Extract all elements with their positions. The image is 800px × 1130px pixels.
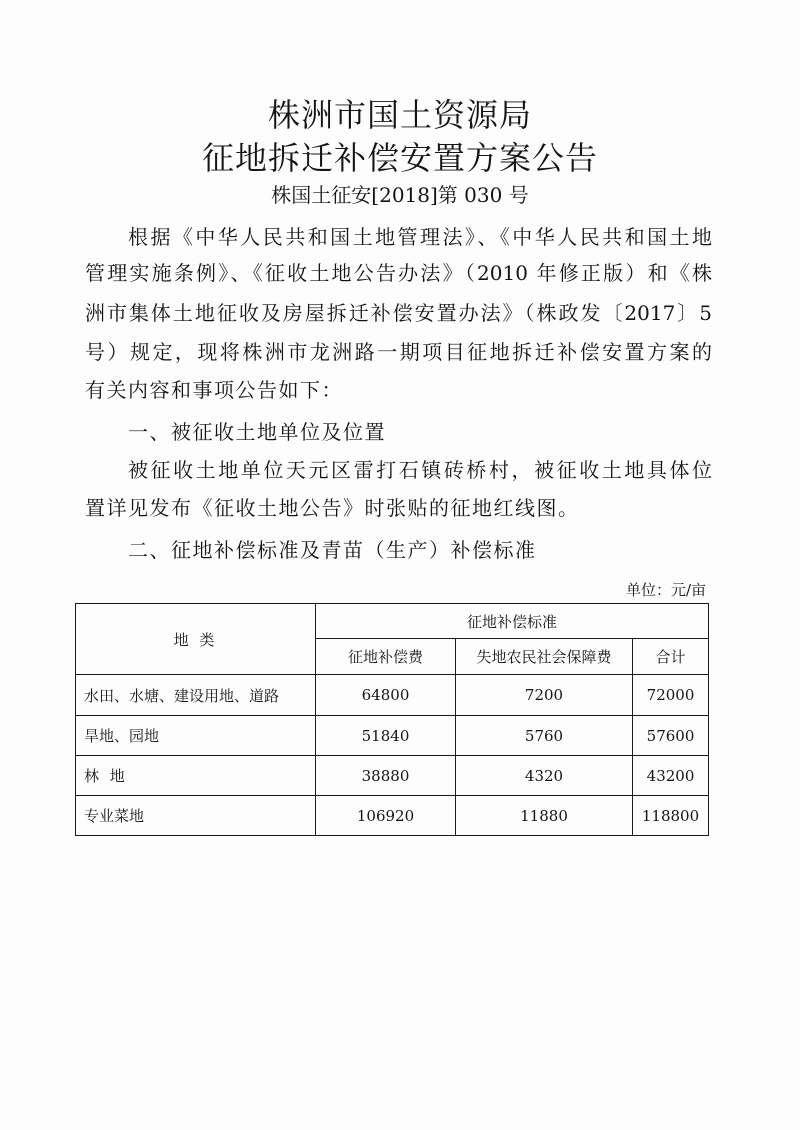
table-row [76,796,709,836]
total-cell: 72000 [633,675,709,716]
section-1-line-1: 被征收土地单位天元区雷打石镇砖桥村，被征收土地具体位 [128,458,712,482]
compensation-cell: 106920 [316,796,456,836]
compensation-standard-header: 征地补偿标准 [316,604,709,639]
document-number: 株国土征安[2018]第 030 号 [271,183,529,207]
column-header-social-security: 失地农民社会保障费 [456,639,633,675]
compensation-cell: 38880 [316,756,456,796]
land-type-cell: 林 地 [76,756,316,796]
land-type-header: 地 类 [76,604,316,675]
column-header-total: 合计 [633,639,709,675]
section-1-heading: 一、被征收土地单位及位置 [128,420,386,444]
table-header-row [76,604,709,639]
social-security-cell: 11880 [456,796,633,836]
intro-line-5: 有关内容和事项公告如下： [85,378,343,402]
intro-line-3: 洲市集体土地征收及房屋拆迁补偿安置办法》（株政发〔2017〕5 [85,301,712,325]
section-1-line-2: 置详见发布《征收土地公告》时张贴的征地红线图。 [85,496,580,520]
land-type-cell: 水田、水塘、建设用地、道路 [76,675,316,716]
unit-label: 单位：元/亩 [625,581,706,599]
title-line-1: 株洲市国土资源局 [267,96,532,134]
social-security-cell: 7200 [456,675,633,716]
total-cell: 118800 [633,796,709,836]
table-row [76,756,709,796]
table-row [76,675,709,716]
column-header-compensation: 征地补偿费 [316,639,456,675]
intro-line-2: 管理实施条例》、《征收土地公告办法》（2010 年修正版）和《株 [85,261,712,285]
compensation-cell: 51840 [316,716,456,756]
land-type-cell: 专业菜地 [76,796,316,836]
intro-line-1: 根据《中华人民共和国土地管理法》、《中华人民共和国土地 [128,225,712,249]
land-type-cell: 旱地、园地 [76,716,316,756]
social-security-cell: 5760 [456,716,633,756]
compensation-table [75,603,709,836]
total-cell: 43200 [633,756,709,796]
social-security-cell: 4320 [456,756,633,796]
intro-line-4: 号）规定，现将株洲市龙洲路一期项目征地拆迁补偿安置方案的 [85,340,712,364]
total-cell: 57600 [633,716,709,756]
compensation-cell: 64800 [316,675,456,716]
table-row [76,716,709,756]
section-2-heading: 二、征地补偿标准及青苗（生产）补偿标准 [128,538,537,562]
title-line-2: 征地拆迁补偿安置方案公告 [201,139,598,177]
